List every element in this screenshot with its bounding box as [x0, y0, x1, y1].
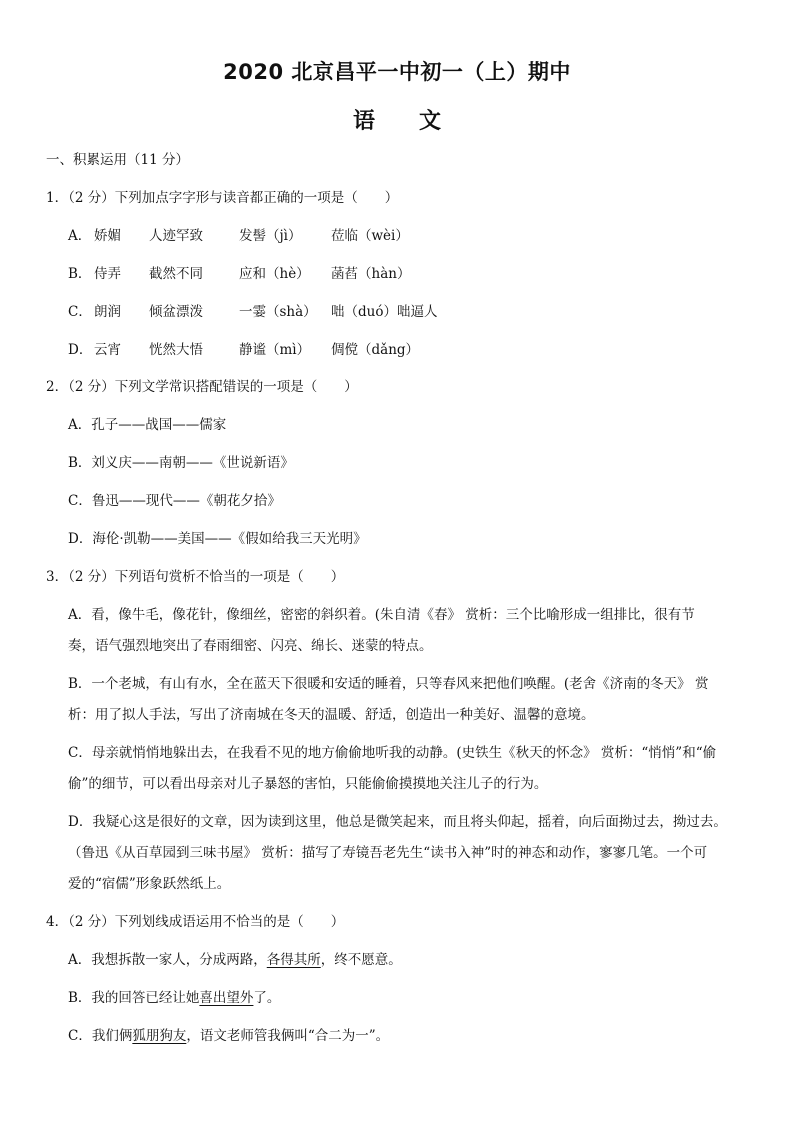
option-text: B．我的回答已经让她 [68, 990, 200, 1006]
question-3-option-c-line-2: 偷”的细节，可以看出母亲对儿子暴怒的害怕，只能偷偷摸摸地关注儿子的行为。 [68, 776, 548, 792]
option-text: ，终不愿意。 [320, 952, 402, 968]
question-4-option-c [68, 1026, 389, 1046]
section-heading: 一、积累运用（11 分） [46, 152, 189, 168]
underlined-idiom: 喜出望外 [199, 990, 254, 1006]
question-1-option-a [68, 226, 409, 246]
question-3-option-b-line-2: 析：用了拟人手法，写出了济南城在冬天的温暖、舒适，创造出一种美好、温馨的意境。 [68, 707, 595, 723]
question-3-option-b-line-1: B．一个老城，有山有水，全在蓝天下很暖和安适的睡着，只等春风来把他们唤醒。(老舍《济南的冬天》 赏 [68, 676, 709, 692]
underlined-idiom: 各得其所 [266, 952, 321, 968]
question-3-option-c-line-1: C．母亲就悄悄地躲出去，在我看不见的地方偷偷地听我的动静。(史铁生《秋天的怀念》 赏析：“悄悄”和“偷 [68, 745, 717, 761]
question-1-stem: 1．（2 分）下列加点字字形与读音都正确的一项是（ ） [46, 190, 399, 206]
option-word: 莅临（wèi） [331, 228, 409, 244]
question-2-option-d: D．海伦·凯勒——美国——《假如给我三天光明》 [68, 531, 367, 547]
option-text: ，语文老师管我俩叫“合二为一”。 [186, 1028, 390, 1044]
question-3-option-a-line-1: A．看，像牛毛，像花针，像细丝，密密的斜织着。(朱自清《春》 赏析：三个比喻形成一组排比，很有节 [68, 607, 695, 623]
option-word: 应和（hè） [239, 266, 310, 282]
option-word: 倜傥（dǎng） [331, 342, 420, 358]
question-4-option-b [68, 988, 280, 1008]
option-letter: B． [68, 266, 92, 282]
question-3-option-d-line-2: （鲁迅《从百草园到三味书屋》 赏析：描写了寿镜吾老先生“读书入神”时的神态和动作，寥寥几笔。一个可 [68, 845, 708, 861]
option-word: 一霎（shà） [239, 304, 317, 320]
option-text: C．我们俩 [68, 1028, 133, 1044]
question-3-option-d-line-1: D．我疑心这是很好的文章，因为读到这里，他总是微笑起来，而且将头仰起，摇着，向后面拗过去，拗过去。 [68, 814, 727, 830]
option-letter: D． [68, 342, 93, 358]
question-2-option-c: C．鲁迅——现代——《朝花夕拾》 [68, 493, 281, 509]
subject-title: 语文 [352, 109, 485, 134]
question-3-option-a-line-2: 奏，语气强烈地突出了春雨细密、闪亮、绵长、迷蒙的特点。 [68, 638, 433, 654]
option-word: 朗润 [94, 304, 121, 320]
option-letter: A． [68, 228, 92, 244]
question-2-option-a: A．孔子——战国——儒家 [68, 417, 227, 433]
question-2-stem: 2．（2 分）下列文学常识搭配错误的一项是（ ） [46, 379, 358, 395]
option-word: 咄（duó）咄逼人 [331, 304, 438, 320]
question-3-option-d-line-3: 爱的“宿儒”形象跃然纸上。 [68, 876, 231, 892]
underlined-idiom: 狐朋狗友 [132, 1028, 187, 1044]
option-word: 发髻（jì） [239, 228, 302, 244]
exam-title: 2020 北京昌平一中初一（上）期中 [223, 60, 571, 84]
option-letter: C． [68, 304, 92, 320]
option-word: 侍弄 [94, 266, 121, 282]
question-4-option-a [68, 950, 402, 970]
question-3-stem: 3．（2 分）下列语句赏析不恰当的一项是（ ） [46, 569, 345, 585]
option-word: 云宵 [94, 342, 121, 358]
question-4-stem: 4．（2 分）下列划线成语运用不恰当的是（ ） [46, 914, 345, 930]
question-2-option-b: B．刘义庆——南朝——《世说新语》 [68, 455, 294, 471]
option-text: 了。 [253, 990, 281, 1006]
option-text: A．我想拆散一家人，分成两路， [68, 952, 267, 968]
question-1-option-b [68, 264, 410, 284]
option-word: 娇媚 [94, 228, 121, 244]
option-word: 菡萏（hàn） [331, 266, 411, 282]
option-word: 截然不同 [149, 266, 203, 282]
question-1-option-d [68, 340, 419, 360]
question-1-option-c [68, 302, 437, 322]
option-word: 恍然大悟 [149, 342, 203, 358]
option-word: 倾盆漂泼 [149, 304, 203, 320]
option-word: 人迹罕致 [149, 228, 203, 244]
option-word: 静谧（mì） [239, 342, 311, 358]
